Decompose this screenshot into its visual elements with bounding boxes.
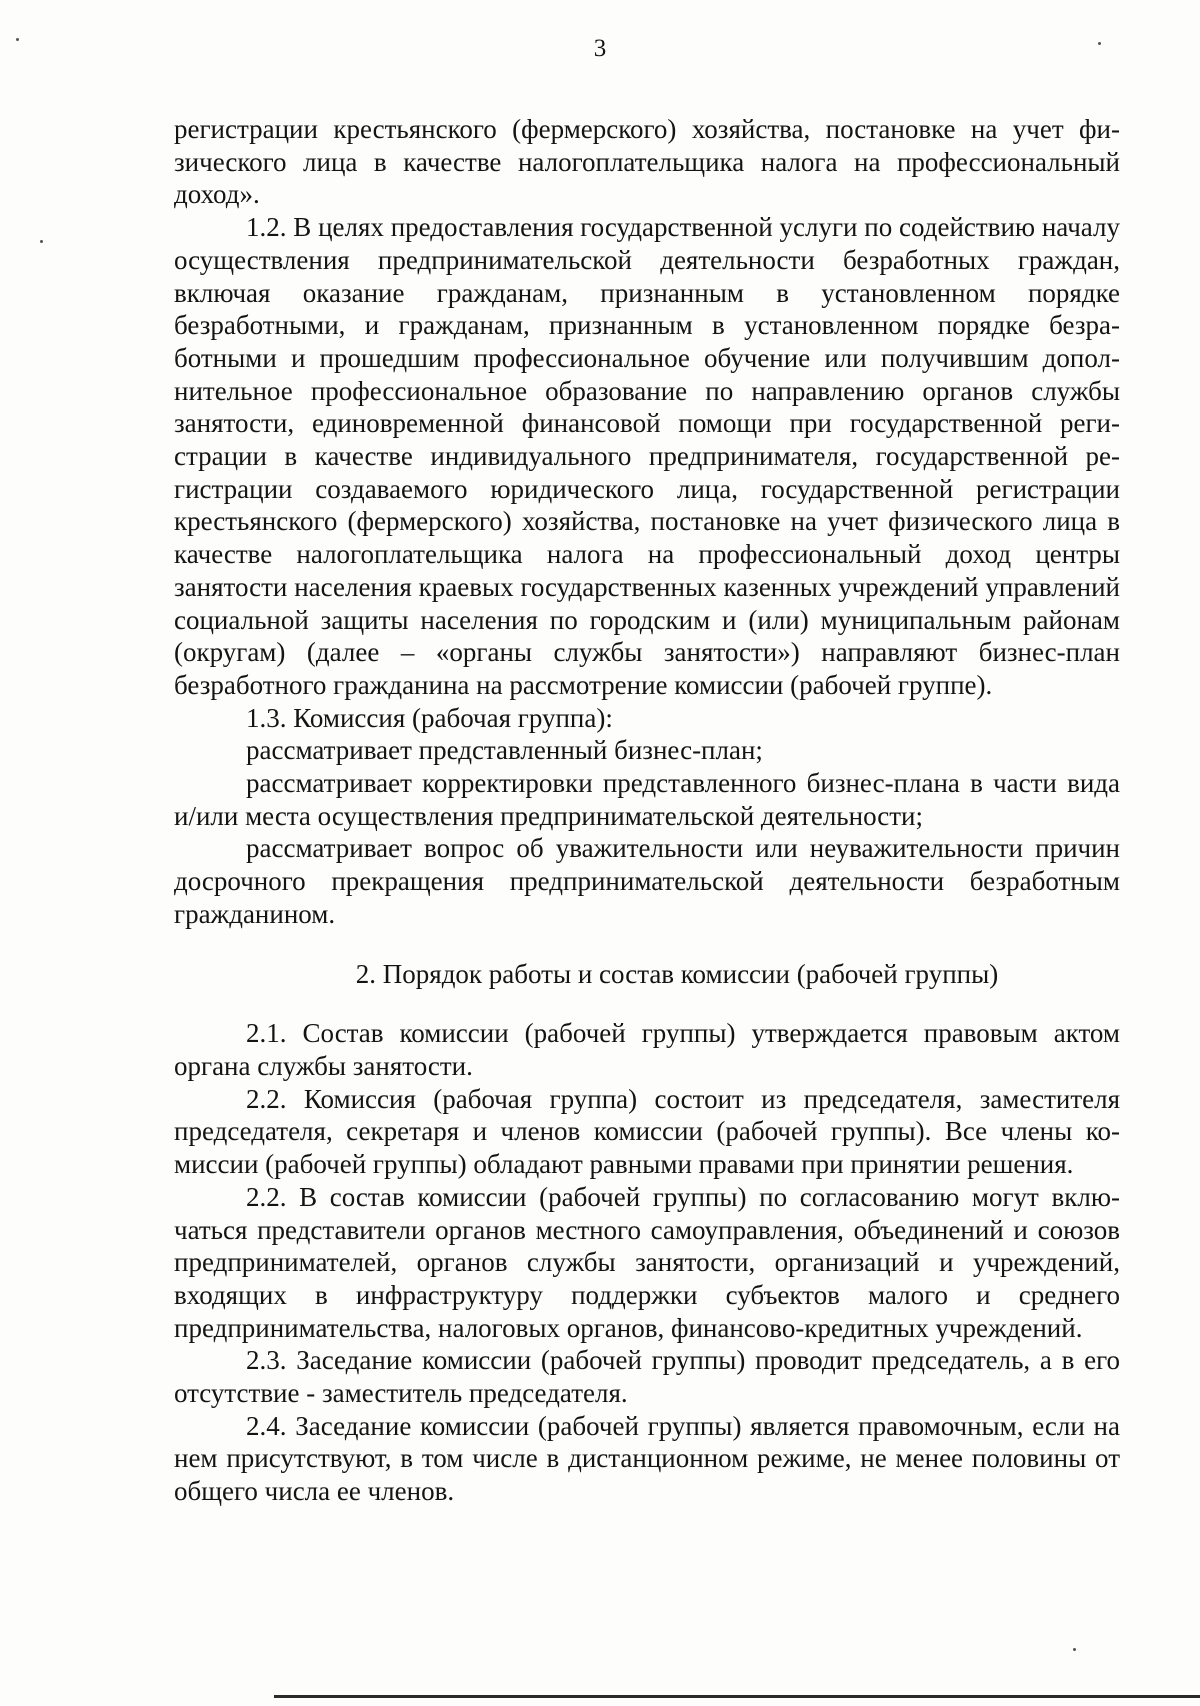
paragraph-2-2-b: 2.2. В состав комиссии (рабочей группы) по согласованию могут включаться представители органов местного самоуправления, объединений и союзов предпринимателей, органов службы занятости, организаций и учреждений, входящих в инфраструктуру поддержки субъектов малого и среднего предпринимательства, налоговых органов, финансово-кредитных учреждений. bbox=[174, 1181, 1120, 1343]
page-number: 3 bbox=[593, 35, 607, 62]
scan-speck bbox=[1073, 1648, 1076, 1651]
scan-edge-line bbox=[274, 1695, 1200, 1698]
paragraph-1-3-item-2: рассматривает корректировки представленного бизнес-плана в части вида и/или места осуществления предпринимательской деятельности; bbox=[174, 768, 1120, 831]
paragraph-1-3: 1.3. Комиссия (рабочая группа): bbox=[246, 702, 613, 733]
paragraph-2-2-a: 2.2. Комиссия (рабочая группа) состоит из председателя, заместителя председателя, секретаря и членов комиссии (рабочей группы). Все члены комиссии (рабочей группы) обладают равными правами при принятии решения. bbox=[174, 1083, 1120, 1180]
scan-speck bbox=[40, 240, 43, 243]
document-body bbox=[174, 113, 1120, 1508]
scan-speck bbox=[1098, 42, 1101, 45]
paragraph-1-3-item-1: рассматривает представленный бизнес-план; bbox=[246, 735, 763, 766]
paragraph-2-4: 2.4. Заседание комиссии (рабочей группы) является правомочным, если на нем присутствуют, в том числе в дистанционном режиме, не менее половины от общего числа ее членов. bbox=[174, 1410, 1120, 1507]
paragraph-continuation: регистрации крестьянского (фермерского) хозяйства, постановке на учет физического лица в качестве налогоплательщика налога на профессиональный доход». bbox=[174, 114, 1120, 210]
section-heading: 2. Порядок работы и состав комиссии (рабочей группы) bbox=[355, 958, 999, 989]
scan-speck bbox=[16, 38, 19, 41]
paragraph-2-1: 2.1. Состав комиссии (рабочей группы) утверждается правовым актом органа службы занятости. bbox=[174, 1018, 1120, 1081]
paragraph-1-2: 1.2. В целях предоставления государственной услуги по содействию началу осуществления предпринимательской деятельности безработных граждан, включая оказание гражданам, признанным в установленном порядке безработными, и гражданам, признанным в установленном порядке безработными и прошедшим профессиональное обучение или получившим дополнительное профессиональное образование по направлению органов службы занятости, единовременной финансовой помощи при государственной регистрации в качестве индивидуального предпринимателя, государственной регистрации создаваемого юридического лица, государственной регистрации крестьянского (фермерского) хозяйства, постановке на учет физического лица в качестве налогоплательщика налога на профессиональный доход центры занятости населения краевых государственных казенных учреждений управлений социальной защиты населения по городским и (или) муниципальным районам (округам) (далее – «органы службы занятости») направляют бизнес-план безработного гражданина на рассмотрение комиссии (рабочей группе). bbox=[174, 212, 1120, 700]
paragraph-2-3: 2.3. Заседание комиссии (рабочей группы) проводит председатель, а в его отсутствие - заместитель председателя. bbox=[174, 1345, 1120, 1409]
paragraph-1-3-item-3: рассматривает вопрос об уважительности или неуважительности причин досрочного прекращения предпринимательской деятельности безработным гражданином. bbox=[174, 833, 1120, 929]
